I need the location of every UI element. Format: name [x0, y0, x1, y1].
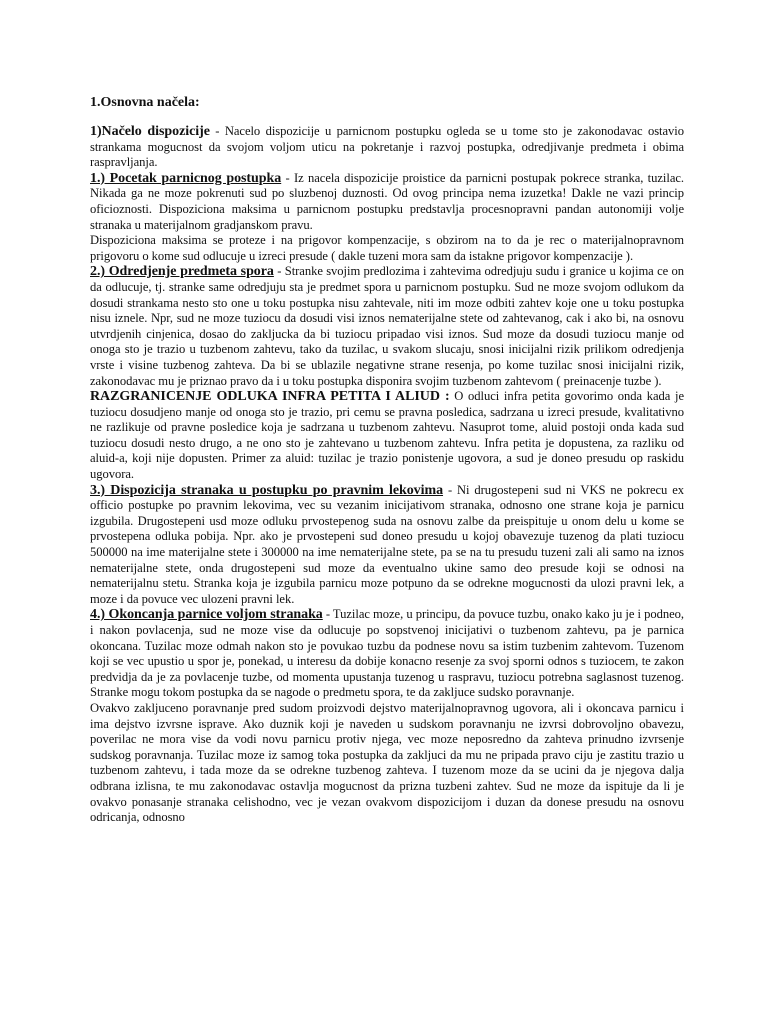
- paragraph-lead: 2.) Odredjenje predmeta spora: [90, 264, 274, 280]
- paragraph-lead: 1)Načelo dispozicije: [90, 124, 210, 139]
- paragraph-lead: 1.) Pocetak parnicnog postupka: [90, 170, 282, 186]
- paragraph-nacelo-dispozicije: [90, 124, 684, 171]
- section-heading: 1.Osnovna načela:: [90, 95, 200, 110]
- paragraph-text: - Nacelo dispozicije u parnicnom postupku ogleda se u tome sto je zakonodavac ostavio strankama mogucnost da svojom voljom uticu na pokretanje i razvoj postupka, odredjivanje predmeta i obima raspravljanja.: [90, 124, 684, 170]
- paragraph-text: - Ni drugostepeni sud ni VKS ne pokrecu ex officio postupke po pravnim lekovima, vec su vezanim inicijativom stranaka, odnosno one strane koja je parnicu izgubila. Drugostepeni usd moze odluku prvostepenog suda na osnovu zalbe da preispituje u onom delu u kome se prvostepena odluka pobija. Npr. ako je prvostepeni sud doneo presudu u kojoj obavezuje tuzenog da plati tuziocu 500000 na ime materijalne stete i 300000 na ime nematerijalne stete, pa se na tu presudu tuzeni zali ali samo na iznos nematerijalne stete, onda drugostepeni sud moze da eventualno ukine samo deo presude koji se odnosi na nematerijalnu stetu. Stranka koja je izgubila parnicu moze potpuno da se odrekne mogucnosti da ulozi pravni lek, a moze i da povuce vec ulozeni pravni lek.: [90, 482, 684, 606]
- paragraph-text: - Stranke svojim predlozima i zahtevima odredjuju sudu i granice u kojima ce on da odlucuje, tj. stranke same odredjuju sta je predmet spora u parnicnom postupku. Sud ne moze svojom odlukom da dosudi strankama nesto sto one u toku postupka nisu zahtevale, niti im moze odbiti zahtev koje one u toku postupka nisu iznele. Npr, sud ne moze tuziocu da dosudi visi iznos nematerijalne stete od zahtevanog, cak i ako bi, na osnovu utvrdjenih cinjenica, dosao do zakljucka da bi tuziocu pripadao visi iznos. Sud moze da dosudi tuziocu manje od onoga sto je trazio u tuzbenom zahtevu, tako da tuzilac, u svakom slucaju, snosi inicijalni rizik prilikom odredjenja vrste i visine tuzbenog zahteva. Da bi se ublazile negativne strane resenja, po kome tuzilac snosi inicijalni rizik, zakonodavac mu je priznao pravo da i u toku postupka disponira svojim tuzbenom zahtevom ( preinacenje tuzbe ).: [90, 264, 684, 388]
- paragraph-predmet-spora: [90, 264, 684, 389]
- paragraph-poravnanje: [90, 701, 684, 826]
- paragraph-okoncanje-parnice: [90, 607, 684, 701]
- paragraph-lead: 4.) Okoncanja parnice voljom stranaka: [90, 607, 323, 623]
- paragraph-text: Ovakvo zakljuceno poravnanje pred sudom proizvodi dejstvo materijalnopravnog ugovora, ali i okoncava parnicu i ima dejstvo izvrsne isprave. Ako duznik koji je naveden u sudskom poravnanju ne izvrsi dobrovoljno obavezu, poverilac ne mora vise da vodi novu parnicu protiv njega, vec moze neposredno da zahteva prinudno izvrsenje sudskog poravnanja. Tuzilac moze iz samog toka postupka da zakljuci da mu ne pripada pravo ciju je zastitu trazio u tuzbenom zahtevu, i tada moze da se odrekne tuzbenog zahteva. I tuzenom moze da se ucini da je njegova dalja odbrana izlisna, te mu zakonodavac ostavlja mogucnost da prizna tuzbeni zahtev. Sud ne moze da ispituje da li je ovakvo ponasanje stranaka celishodno, vec je vezan ovakvom dispozicijom i duzan da donese presudu na osnovu odricanja, odnosno: [90, 700, 684, 825]
- paragraph-text: Dispoziciona maksima se proteze i na prigovor kompenzacije, s obzirom na to da je rec o materijalnopravnom prigovoru o kome sud odlucuje u izreci presude ( dakle tuzeni mora sam da istakne prigovor kompenzacije ).: [90, 233, 684, 263]
- paragraph-kompenzacija: [90, 233, 684, 264]
- paragraph-pocetak-postupka: [90, 171, 684, 233]
- paragraph-text: O odluci infra petita govorimo onda kada je tuziocu dosudjeno manje od onoga sto je trazio, pri cemu se pravna posledica, sadrzana u izreci presude, kvalitativno ne razlikuje od pravne posledice koja je sadrzana u tuzbenom zahtevu. Nasuprot tome, aluid postoji onda kada sud tuziocu dosudi nesto drugo, a ne ono sto je zahtevano u tuzbenom zahtevu. Infra petita je dopustena, za razliku od aluid-a, koji nije dopusten. Primer za aluid: tuzilac je trazio ponistenje ugovora, a sud je doneo presudu op raskidu ugovora.: [90, 389, 684, 482]
- paragraph-text: - Tuzilac moze, u principu, da povuce tuzbu, onako kako ju je i podneo, i nakon povlacenja, sud ne moze vise da odlucuje po sopstvenoj inicijativi o tuzbenom zahtevu, pa je parnica okoncana. Tuzilac moze odmah nakon sto je povukao tuzbu da podnese novu sa istim tuzbenim zahtevom. Tuzenom koji se vec upustio u spor je, ponekad, u interesu da dobije konacno resenje za svoj sporni odnos s tuziocem, te zakon predvidja da je za povlacenje tuzbe, od momenta upustanja tuzenog u raspravu, tuziocu potrebna saglasnost tuzenog. Stranke mogu tokom postupka da se nagode o predmetu spora, te da zakljuce sudsko poravnanje.: [90, 607, 684, 700]
- paragraph-infra-petita-aluid: [90, 389, 684, 483]
- paragraph-text: - Iz nacela dispozicije proistice da parnicni postupak pokrece stranka, tuzilac. Nikada ga ne moze pokrenuti sud po sluzbenoj duznosti. Od ovog principa nema izuzetka! Dakle ne vazi princip oficioznosti. Dispoziciona maksima u parnicnom postupku predstavlja procesnopravni pandan autonomiji volje stranaka u materijalnom gradjanskom pravu.: [90, 170, 684, 232]
- paragraph-pravni-lekovi: [90, 483, 684, 608]
- paragraph-lead: 3.) Dispozicija stranaka u postupku po pravnim lekovima: [90, 482, 444, 498]
- paragraph-lead: RAZGRANICENJE ODLUKA INFRA PETITA I ALIUD :: [90, 389, 450, 405]
